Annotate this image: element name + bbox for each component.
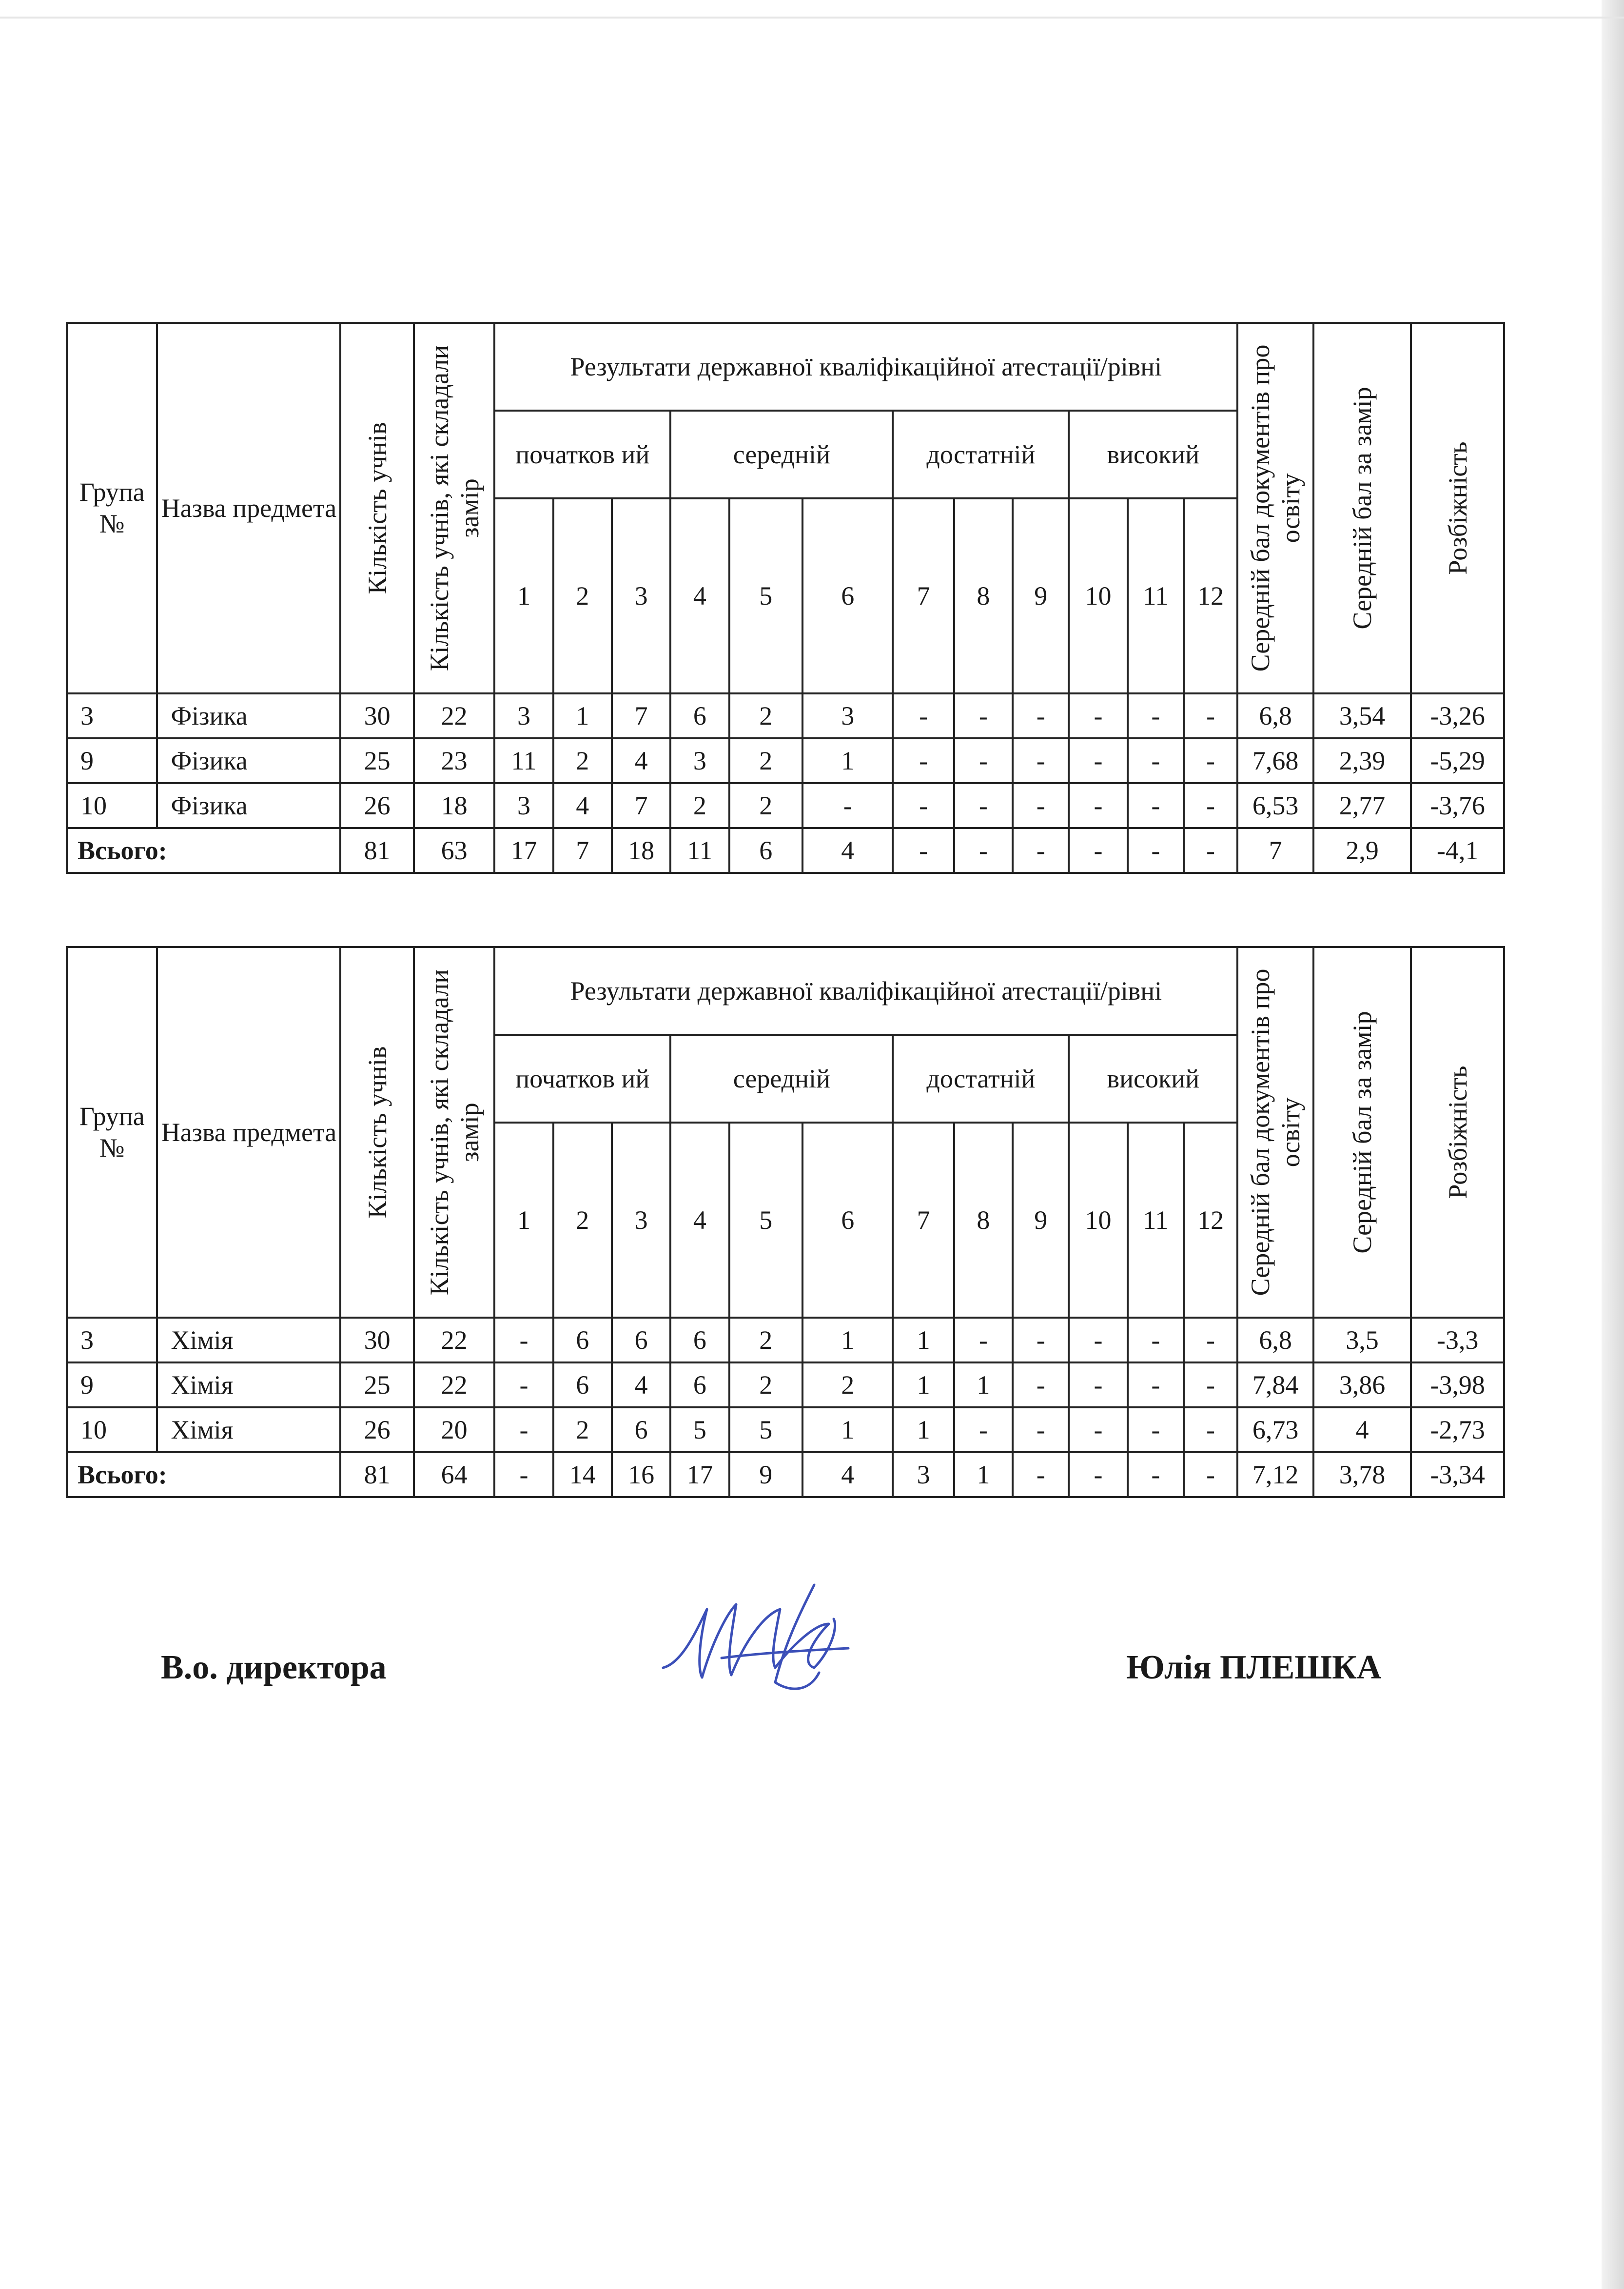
cell-avg-doc: 6,53 [1237, 783, 1313, 828]
cell-grade-count: - [1013, 738, 1069, 783]
cell-grade-count: - [1069, 738, 1127, 783]
cell-students: 30 [340, 1318, 413, 1362]
results-table-physics [66, 322, 1505, 874]
header-results: Результати державної кваліфікаційної атестації/рівні [494, 947, 1237, 1035]
cell-avg-test: 3,5 [1313, 1318, 1411, 1362]
cell-grade-count: 6 [670, 1362, 729, 1407]
cell-grade-count: - [1069, 1407, 1127, 1452]
total-label: Всього: [67, 1452, 340, 1497]
cell-grade-count: 2 [553, 738, 612, 783]
header-avg-doc: Середній бал документів про освіту [1237, 323, 1313, 693]
cell-grade-count: - [954, 738, 1013, 783]
cell-grade-count: 1 [553, 693, 612, 738]
cell-grade-count: - [1128, 783, 1184, 828]
cell-grade-count: - [1184, 1318, 1237, 1362]
header-grade: 11 [1128, 498, 1184, 693]
cell-group: 3 [67, 1318, 157, 1362]
cell-grade-count: - [1184, 1362, 1237, 1407]
cell-grade-count: 1 [893, 1318, 954, 1362]
cell-grade-count: 6 [612, 1407, 670, 1452]
cell-grade-count: 2 [553, 1407, 612, 1452]
cell-grade-count: 7 [612, 693, 670, 738]
cell-grade-count: 6 [729, 828, 802, 873]
cell-grade-count: - [802, 783, 893, 828]
header-grade: 4 [670, 498, 729, 693]
table-row [67, 1318, 1504, 1362]
cell-avg-doc: 6,8 [1237, 693, 1313, 738]
header-students: Кількість учнів [340, 947, 413, 1318]
cell-avg-doc: 6,8 [1237, 1318, 1313, 1362]
total-label: Всього: [67, 828, 340, 873]
cell-avg-doc: 7 [1237, 828, 1313, 873]
table-row [67, 1362, 1504, 1407]
cell-diff: -3,3 [1411, 1318, 1504, 1362]
cell-grade-count: - [494, 1407, 553, 1452]
header-grade: 1 [494, 1123, 553, 1318]
cell-grade-count: 2 [729, 738, 802, 783]
header-avg-test: Середній бал за замір [1313, 947, 1411, 1318]
header-group: Група № [67, 947, 157, 1318]
cell-grade-count: - [494, 1452, 553, 1497]
header-level: достатній [893, 411, 1069, 498]
header-grade: 11 [1128, 1123, 1184, 1318]
cell-grade-count: 9 [729, 1452, 802, 1497]
header-grade: 7 [893, 498, 954, 693]
table-row [67, 783, 1504, 828]
cell-grade-count: 1 [954, 1452, 1013, 1497]
cell-grade-count: 4 [612, 738, 670, 783]
cell-grade-count: 2 [729, 1318, 802, 1362]
cell-grade-count: 4 [612, 1362, 670, 1407]
cell-grade-count: 1 [802, 1407, 893, 1452]
cell-grade-count: - [1069, 828, 1127, 873]
header-grade: 12 [1184, 498, 1237, 693]
cell-took: 22 [414, 693, 494, 738]
cell-grade-count: - [1184, 783, 1237, 828]
header-grade: 5 [729, 498, 802, 693]
header-avg-doc: Середній бал документів про освіту [1237, 947, 1313, 1318]
cell-grade-count: - [954, 1407, 1013, 1452]
position-label: В.о. директора [161, 1649, 387, 1686]
cell-group: 9 [67, 1362, 157, 1407]
table-row [67, 693, 1504, 738]
cell-grade-count: 3 [670, 738, 729, 783]
cell-grade-count: - [1069, 1452, 1127, 1497]
cell-took: 22 [414, 1318, 494, 1362]
header-grade: 6 [802, 1123, 893, 1318]
cell-grade-count: - [954, 1318, 1013, 1362]
header-grade: 12 [1184, 1123, 1237, 1318]
cell-grade-count: - [1013, 783, 1069, 828]
cell-students: 25 [340, 1362, 413, 1407]
cell-avg-test: 3,78 [1313, 1452, 1411, 1497]
header-level: достатній [893, 1035, 1069, 1123]
cell-grade-count: - [954, 693, 1013, 738]
cell-took: 22 [414, 1362, 494, 1407]
header-results: Результати державної кваліфікаційної атестації/рівні [494, 323, 1237, 411]
cell-subject: Фізика [157, 693, 340, 738]
cell-subject: Хімія [157, 1318, 340, 1362]
cell-grade-count: 2 [729, 783, 802, 828]
cell-grade-count: 3 [494, 693, 553, 738]
cell-grade-count: - [1013, 693, 1069, 738]
cell-grade-count: 6 [553, 1362, 612, 1407]
cell-took: 63 [414, 828, 494, 873]
cell-grade-count: 6 [670, 1318, 729, 1362]
header-grade: 9 [1013, 1123, 1069, 1318]
cell-subject: Фізика [157, 738, 340, 783]
cell-grade-count: - [1069, 783, 1127, 828]
total-row [67, 1452, 1504, 1497]
header-group: Група № [67, 323, 157, 693]
header-grade: 9 [1013, 498, 1069, 693]
director-name: Юлія ПЛЕШКА [1126, 1649, 1382, 1686]
cell-grade-count: 6 [553, 1318, 612, 1362]
cell-grade-count: 3 [893, 1452, 954, 1497]
cell-grade-count: - [1128, 1452, 1184, 1497]
cell-grade-count: 5 [670, 1407, 729, 1452]
cell-diff: -3,34 [1411, 1452, 1504, 1497]
scan-edge [1602, 0, 1624, 2289]
cell-avg-doc: 7,84 [1237, 1362, 1313, 1407]
cell-grade-count: - [893, 783, 954, 828]
header-grade: 6 [802, 498, 893, 693]
cell-took: 23 [414, 738, 494, 783]
cell-grade-count: - [1013, 1407, 1069, 1452]
cell-grade-count: 2 [670, 783, 729, 828]
cell-students: 25 [340, 738, 413, 783]
cell-grade-count: 6 [670, 693, 729, 738]
cell-took: 20 [414, 1407, 494, 1452]
header-level: початков ий [494, 1035, 670, 1123]
cell-grade-count: 4 [553, 783, 612, 828]
cell-subject: Хімія [157, 1407, 340, 1452]
cell-avg-test: 2,77 [1313, 783, 1411, 828]
cell-grade-count: - [1128, 738, 1184, 783]
cell-grade-count: - [893, 828, 954, 873]
cell-students: 26 [340, 1407, 413, 1452]
cell-avg-doc: 7,68 [1237, 738, 1313, 783]
cell-grade-count: 7 [553, 828, 612, 873]
cell-avg-test: 2,39 [1313, 738, 1411, 783]
header-grade: 7 [893, 1123, 954, 1318]
cell-grade-count: 16 [612, 1452, 670, 1497]
table-row [67, 738, 1504, 783]
cell-group: 10 [67, 783, 157, 828]
cell-grade-count: - [1069, 1362, 1127, 1407]
cell-grade-count: - [893, 693, 954, 738]
header-level: середній [670, 411, 893, 498]
header-level: початков ий [494, 411, 670, 498]
header-level: середній [670, 1035, 893, 1123]
cell-avg-doc: 7,12 [1237, 1452, 1313, 1497]
cell-grade-count: 11 [494, 738, 553, 783]
cell-grade-count: - [1069, 1318, 1127, 1362]
cell-avg-test: 2,9 [1313, 828, 1411, 873]
cell-grade-count: 3 [802, 693, 893, 738]
cell-diff: -3,26 [1411, 693, 1504, 738]
cell-grade-count: 17 [670, 1452, 729, 1497]
cell-grade-count: 3 [494, 783, 553, 828]
cell-took: 18 [414, 783, 494, 828]
header-grade: 10 [1069, 1123, 1127, 1318]
cell-students: 81 [340, 1452, 413, 1497]
header-diff: Розбіжність [1411, 947, 1504, 1318]
cell-grade-count: - [954, 828, 1013, 873]
signature-image [653, 1570, 878, 1717]
cell-grade-count: - [1128, 693, 1184, 738]
header-level: високий [1069, 1035, 1237, 1123]
cell-took: 64 [414, 1452, 494, 1497]
cell-grade-count: 2 [802, 1362, 893, 1407]
header-grade: 2 [553, 1123, 612, 1318]
cell-students: 26 [340, 783, 413, 828]
cell-subject: Фізика [157, 783, 340, 828]
scan-top-line [0, 17, 1624, 19]
cell-grade-count: - [1013, 828, 1069, 873]
cell-grade-count: 5 [729, 1407, 802, 1452]
cell-avg-test: 3,86 [1313, 1362, 1411, 1407]
cell-grade-count: - [1013, 1452, 1069, 1497]
header-grade: 10 [1069, 498, 1127, 693]
cell-diff: -2,73 [1411, 1407, 1504, 1452]
cell-diff: -3,76 [1411, 783, 1504, 828]
header-grade: 5 [729, 1123, 802, 1318]
cell-grade-count: 6 [612, 1318, 670, 1362]
cell-group: 9 [67, 738, 157, 783]
cell-grade-count: 1 [954, 1362, 1013, 1407]
cell-grade-count: 18 [612, 828, 670, 873]
cell-group: 3 [67, 693, 157, 738]
cell-diff: -5,29 [1411, 738, 1504, 783]
header-diff: Розбіжність [1411, 323, 1504, 693]
cell-grade-count: 4 [802, 1452, 893, 1497]
cell-students: 30 [340, 693, 413, 738]
cell-grade-count: - [1128, 1407, 1184, 1452]
table-row [67, 1407, 1504, 1452]
results-table-chemistry [66, 946, 1505, 1498]
cell-grade-count: - [1184, 693, 1237, 738]
header-grade: 2 [553, 498, 612, 693]
cell-avg-test: 4 [1313, 1407, 1411, 1452]
cell-grade-count: - [1128, 828, 1184, 873]
cell-grade-count: 2 [729, 1362, 802, 1407]
header-grade: 4 [670, 1123, 729, 1318]
header-subject: Назва предмета [157, 323, 340, 693]
header-subject: Назва предмета [157, 947, 340, 1318]
cell-grade-count: 17 [494, 828, 553, 873]
cell-grade-count: - [494, 1318, 553, 1362]
cell-grade-count: - [1013, 1318, 1069, 1362]
cell-diff: -4,1 [1411, 828, 1504, 873]
cell-grade-count: - [1184, 738, 1237, 783]
cell-grade-count: 11 [670, 828, 729, 873]
cell-grade-count: - [494, 1362, 553, 1407]
header-level: високий [1069, 411, 1237, 498]
header-took: Кількість учнів, які складали замір [414, 947, 494, 1318]
cell-grade-count: 1 [893, 1362, 954, 1407]
cell-grade-count: 1 [802, 1318, 893, 1362]
cell-grade-count: 2 [729, 693, 802, 738]
cell-grade-count: - [1128, 1318, 1184, 1362]
cell-grade-count: 1 [893, 1407, 954, 1452]
cell-grade-count: 14 [553, 1452, 612, 1497]
header-avg-test: Середній бал за замір [1313, 323, 1411, 693]
cell-grade-count: - [1069, 693, 1127, 738]
cell-grade-count: 7 [612, 783, 670, 828]
cell-grade-count: - [1128, 1362, 1184, 1407]
header-took: Кількість учнів, які складали замір [414, 323, 494, 693]
header-grade: 8 [954, 498, 1013, 693]
cell-group: 10 [67, 1407, 157, 1452]
header-grade: 3 [612, 498, 670, 693]
cell-grade-count: - [1184, 1452, 1237, 1497]
cell-grade-count: 4 [802, 828, 893, 873]
cell-grade-count: 1 [802, 738, 893, 783]
total-row [67, 828, 1504, 873]
cell-grade-count: - [1184, 828, 1237, 873]
header-grade: 3 [612, 1123, 670, 1318]
header-students: Кількість учнів [340, 323, 413, 693]
cell-grade-count: - [893, 738, 954, 783]
cell-avg-doc: 6,73 [1237, 1407, 1313, 1452]
cell-subject: Хімія [157, 1362, 340, 1407]
cell-students: 81 [340, 828, 413, 873]
cell-grade-count: - [1184, 1407, 1237, 1452]
cell-grade-count: - [1013, 1362, 1069, 1407]
cell-diff: -3,98 [1411, 1362, 1504, 1407]
cell-avg-test: 3,54 [1313, 693, 1411, 738]
header-grade: 1 [494, 498, 553, 693]
cell-grade-count: - [954, 783, 1013, 828]
header-grade: 8 [954, 1123, 1013, 1318]
